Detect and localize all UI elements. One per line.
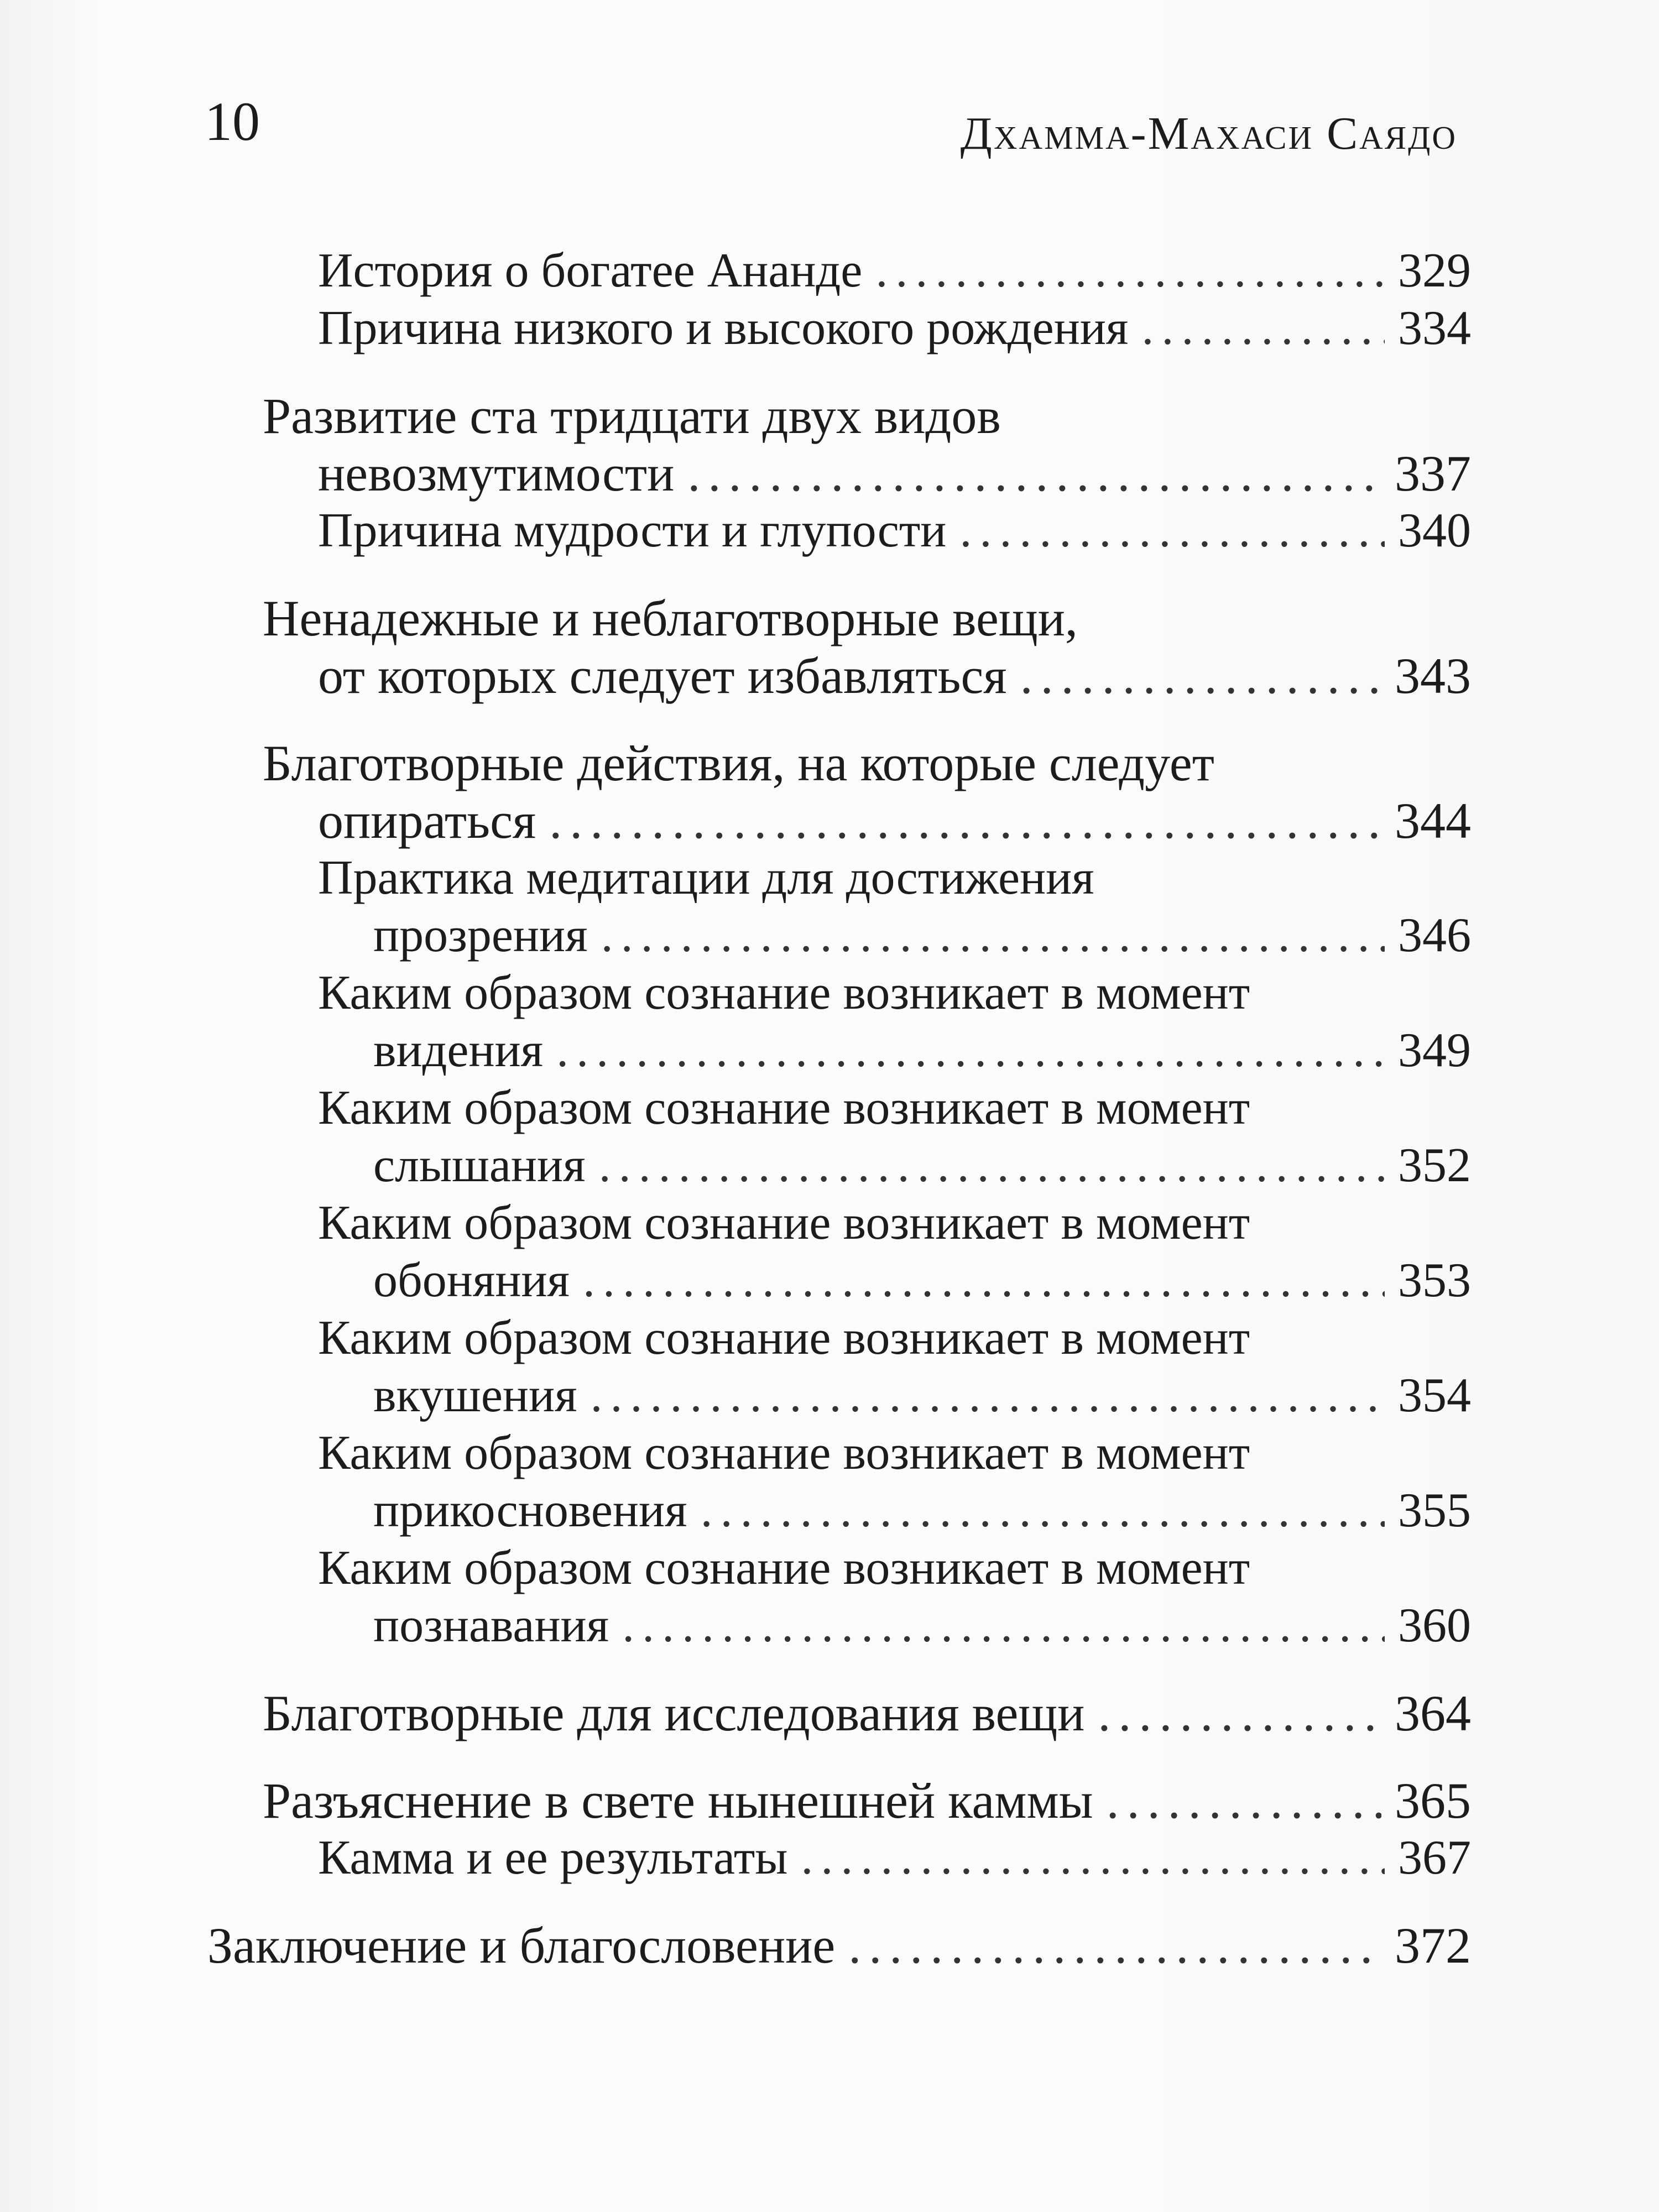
toc-entry-title-line: Каким образом сознание возникает в момент — [318, 1311, 1250, 1365]
toc-page-number: 360 — [1398, 1599, 1471, 1652]
toc-entry-title: Причина мудрости и глупости — [318, 504, 947, 557]
toc-page-number: 354 — [1398, 1369, 1471, 1422]
toc-page-number: 344 — [1395, 792, 1471, 849]
page-number: 10 — [205, 91, 260, 152]
toc-page-number: 353 — [1398, 1254, 1471, 1307]
toc-dot-leader — [591, 1368, 1385, 1423]
toc-entry-title: слышания — [373, 1139, 586, 1192]
toc-dot-leader — [687, 446, 1381, 501]
toc-entry-title: прозрения — [373, 909, 588, 962]
toc-entry-title: вкушения — [373, 1369, 577, 1422]
toc-page-number: 349 — [1398, 1024, 1471, 1077]
toc-dot-leader — [583, 1253, 1385, 1308]
toc-entry-title-line: Каким образом сознание возникает в момент — [318, 966, 1250, 1020]
toc-entry-title: обоняния — [373, 1254, 570, 1307]
toc-entry-title-line: Каким образом сознание возникает в момент — [318, 1196, 1250, 1250]
toc-entry-title-line: Развитие ста тридцати двух видов — [263, 388, 1001, 444]
toc-entry-title-line: Каким образом сознание возникает в момент — [318, 1081, 1250, 1135]
toc-dot-leader — [801, 1830, 1385, 1886]
toc-page-number: 334 — [1398, 301, 1471, 355]
toc-entry-title: Разъяснение в свете нынешней каммы — [263, 1772, 1093, 1829]
toc-entry-title: невозмутимости — [318, 445, 675, 502]
toc-entry-title: Причина низкого и высокого рождения — [318, 301, 1129, 355]
toc-dot-leader — [599, 1138, 1385, 1193]
toc-dot-leader — [1020, 648, 1381, 703]
toc-entry-title: познавания — [373, 1599, 609, 1652]
toc-dot-leader — [959, 503, 1385, 559]
toc-dot-leader — [556, 1023, 1385, 1078]
toc-entry-title: Камма и ее результаты — [318, 1831, 788, 1885]
toc-page-number: 367 — [1398, 1831, 1471, 1885]
toc-entry-title: видения — [373, 1024, 544, 1077]
toc-page-number: 329 — [1398, 244, 1471, 298]
toc-dot-leader — [875, 243, 1385, 299]
toc-dot-leader — [549, 793, 1381, 848]
toc-entry-title: История о богатее Ананде — [318, 244, 863, 298]
toc-dot-leader — [1141, 301, 1385, 356]
toc-dot-leader — [848, 1918, 1381, 1973]
toc-entry-title-line: Каким образом сознание возникает в момент — [318, 1541, 1250, 1595]
toc-page-number: 346 — [1398, 909, 1471, 962]
toc-entry-title: от которых следует избавляться — [318, 648, 1007, 704]
toc-entry-title: опираться — [318, 792, 536, 849]
toc-entry-title: прикосновения — [373, 1484, 687, 1537]
toc-dot-leader — [1107, 1773, 1381, 1828]
toc-page-number: 343 — [1395, 648, 1471, 704]
toc-page-number: 364 — [1395, 1685, 1471, 1741]
toc-page-number: 337 — [1395, 445, 1471, 502]
toc-entry-title: Заключение и благословение — [207, 1917, 836, 1974]
toc-dot-leader — [622, 1598, 1385, 1653]
toc-entry-title-line: Ненадежные и неблаготворные вещи, — [263, 590, 1078, 646]
toc-dot-leader — [1098, 1686, 1381, 1741]
toc-entry-title-line: Каким образом сознание возникает в момент — [318, 1426, 1250, 1480]
toc-page-number: 340 — [1398, 504, 1471, 557]
toc-dot-leader — [601, 908, 1385, 963]
toc-page-number: 352 — [1398, 1139, 1471, 1192]
toc-entry-title: Благотворные для исследования вещи — [263, 1685, 1085, 1741]
toc-entry-title-line: Практика медитации для достижения — [318, 851, 1094, 905]
toc-page-number: 355 — [1398, 1484, 1471, 1537]
toc-page-number: 365 — [1395, 1772, 1471, 1829]
toc-entry-title-line: Благотворные действия, на которые следует — [263, 735, 1214, 791]
toc-dot-leader — [701, 1483, 1385, 1538]
toc-page-number: 372 — [1395, 1917, 1471, 1974]
running-head: Дхамма-Махаси Саядо — [960, 108, 1457, 159]
